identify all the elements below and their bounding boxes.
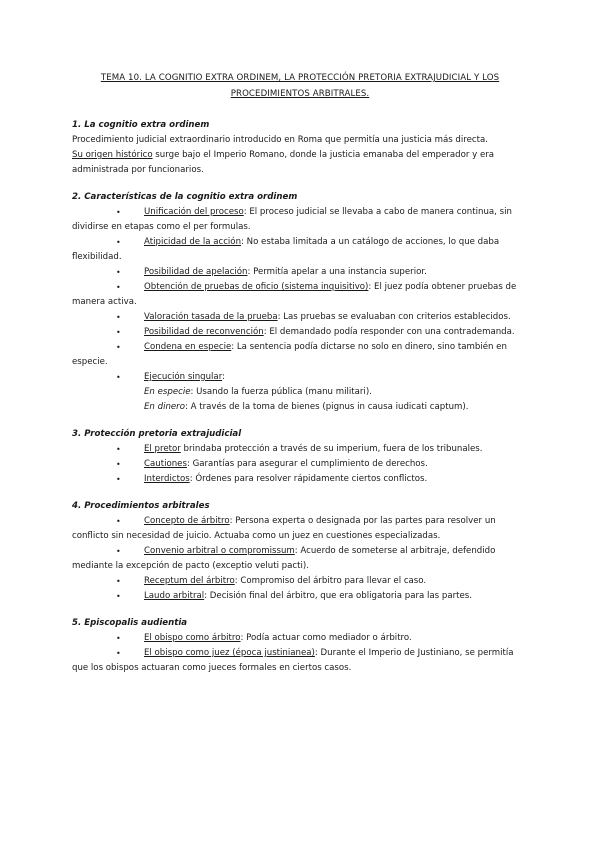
item-text: : Garantías para asegurar el cumplimiento de derechos. xyxy=(186,459,428,469)
section-3-list xyxy=(72,442,528,487)
item-label: Laudo arbitral xyxy=(144,591,205,601)
section-5-heading: 5. Episcopalis audientia xyxy=(72,618,188,628)
item-text: : Acuerdo de someterse al arbitraje, defendido mediante la excepción de pacto (exceptio veluti pacti). xyxy=(72,546,496,571)
section-1-paragraph-1: Procedimiento judicial extraordinario introducido en Roma que permitía una justicia más directa. xyxy=(72,135,488,145)
section-2-list xyxy=(72,205,528,385)
list-item xyxy=(72,457,528,472)
list-item xyxy=(72,235,528,265)
bullet-icon: • xyxy=(116,313,121,322)
bullet-icon: • xyxy=(116,460,121,469)
item-label: Receptum del árbitro xyxy=(144,576,235,586)
item-label: El obispo como juez (época justinianea) xyxy=(144,648,315,658)
bullet-icon: • xyxy=(116,577,121,586)
bullet-icon: • xyxy=(116,208,121,217)
list-item xyxy=(72,574,528,589)
list-item xyxy=(72,205,528,235)
item-label: Valoración tasada de la prueba xyxy=(144,312,278,322)
item-text: : Permitía apelar a una instancia superior. xyxy=(247,267,427,277)
sub-item-label: En especie xyxy=(144,387,191,397)
sub-item-en-dinero xyxy=(72,400,528,415)
item-label: Cautiones xyxy=(144,459,187,469)
item-text: : El proceso judicial se llevaba a cabo de manera continua, sin dividirse en etapas como el per formulas. xyxy=(72,207,512,232)
item-text: : Órdenes para resolver rápidamente ciertos conflictos. xyxy=(189,474,428,484)
title-line-1: TEMA 10. LA COGNITIO EXTRA ORDINEM, LA PROTECCIÓN PRETORIA EXTRAJUDICIAL Y LOS xyxy=(100,73,500,83)
list-item xyxy=(72,280,528,310)
item-label: Obtención de pruebas de oficio (sistema inquisitivo) xyxy=(144,282,369,292)
section-5-list xyxy=(72,631,528,676)
item-text: : El juez podía obtener pruebas de manera activa. xyxy=(72,282,517,307)
item-label: Condena en especie xyxy=(144,342,232,352)
item-text: : No estaba limitada a un catálogo de acciones, lo que daba flexibilidad. xyxy=(72,237,500,262)
item-label: Concepto de árbitro xyxy=(144,516,230,526)
bullet-icon: • xyxy=(116,283,121,292)
section-4-heading: 4. Procedimientos arbitrales xyxy=(72,501,210,511)
list-item xyxy=(72,310,528,325)
item-label: El obispo como árbitro xyxy=(144,633,241,643)
bullet-icon: • xyxy=(116,268,121,277)
sub-item-en-especie xyxy=(72,385,528,400)
bullet-icon: • xyxy=(116,445,121,454)
bullet-icon: • xyxy=(116,373,121,382)
item-text: : Durante el Imperio de Justiniano, se permitía que los obispos actuaran como jueces formales en ciertos casos. xyxy=(72,648,514,673)
bullet-icon: • xyxy=(116,343,121,352)
bullet-icon: • xyxy=(116,517,121,526)
item-label: Ejecución singular xyxy=(144,372,223,382)
item-text: : Persona experta o designada por las partes para resolver un conflicto sin necesidad de juicio. Actuaba como un juez en cuestiones especializadas. xyxy=(72,516,496,541)
list-item xyxy=(72,340,528,370)
item-text: : El demandado podía responder con una contrademanda. xyxy=(263,327,515,337)
item-label: Unificación del proceso xyxy=(144,207,244,217)
list-item xyxy=(72,514,528,544)
item-text: : Las pruebas se evaluaban con criterios establecidos. xyxy=(277,312,511,322)
section-4 xyxy=(72,499,528,604)
section-2-heading: 2. Características de la cognitio extra ordinem xyxy=(72,192,298,202)
list-item xyxy=(72,589,528,604)
sub-item-label: En dinero xyxy=(144,402,185,412)
item-text: : Podía actuar como mediador o árbitro. xyxy=(240,633,412,643)
sub-item-text: : A través de la toma de bienes (pignus in causa iudicati captum). xyxy=(184,402,469,412)
origin-label: Su origen histórico xyxy=(72,150,153,160)
section-5 xyxy=(72,616,528,676)
bullet-icon: • xyxy=(116,649,121,658)
item-text: brindaba protección a través de su imperium, fuera de los tribunales. xyxy=(180,444,483,454)
section-1 xyxy=(72,118,528,178)
list-item xyxy=(72,370,528,385)
item-label: Atipicidad de la acción xyxy=(144,237,242,247)
list-item xyxy=(72,442,528,457)
item-label: Posibilidad de reconvención xyxy=(144,327,264,337)
sub-item-text: : Usando la fuerza pública (manu militari). xyxy=(190,387,372,397)
bullet-icon: • xyxy=(116,475,121,484)
bullet-icon: • xyxy=(116,634,121,643)
bullet-icon: • xyxy=(116,328,121,337)
item-text: : Compromiso del árbitro para llevar el caso. xyxy=(234,576,427,586)
list-item xyxy=(72,472,528,487)
bullet-icon: • xyxy=(116,238,121,247)
document-page xyxy=(72,70,528,676)
list-item xyxy=(72,325,528,340)
item-label: Posibilidad de apelación xyxy=(144,267,248,277)
section-4-list xyxy=(72,514,528,604)
bullet-icon: • xyxy=(116,547,121,556)
list-item xyxy=(72,265,528,280)
section-3-heading: 3. Protección pretoria extrajudicial xyxy=(72,429,242,439)
list-item xyxy=(72,631,528,646)
title-line-2: PROCEDIMIENTOS ARBITRALES. xyxy=(230,89,370,99)
list-item xyxy=(72,544,528,574)
item-text: : Decisión final del árbitro, que era obligatoria para las partes. xyxy=(204,591,473,601)
item-text: : xyxy=(222,372,225,382)
item-label: Convenio arbitral o compromissum xyxy=(144,546,295,556)
item-text: : La sentencia podía dictarse no solo en dinero, sino también en especie. xyxy=(72,342,507,367)
section-2 xyxy=(72,190,528,415)
origin-text: surge bajo el Imperio Romano, donde la justicia emanaba del emperador y era administrada por funcionarios. xyxy=(72,150,495,175)
list-item xyxy=(72,646,528,676)
item-label: El pretor xyxy=(144,444,181,454)
section-1-heading: 1. La cognitio extra ordinem xyxy=(72,120,210,130)
section-1-paragraph-2 xyxy=(72,148,528,178)
bullet-icon: • xyxy=(116,592,121,601)
section-3 xyxy=(72,427,528,487)
document-title xyxy=(72,70,528,102)
item-label: Interdictos xyxy=(144,474,190,484)
